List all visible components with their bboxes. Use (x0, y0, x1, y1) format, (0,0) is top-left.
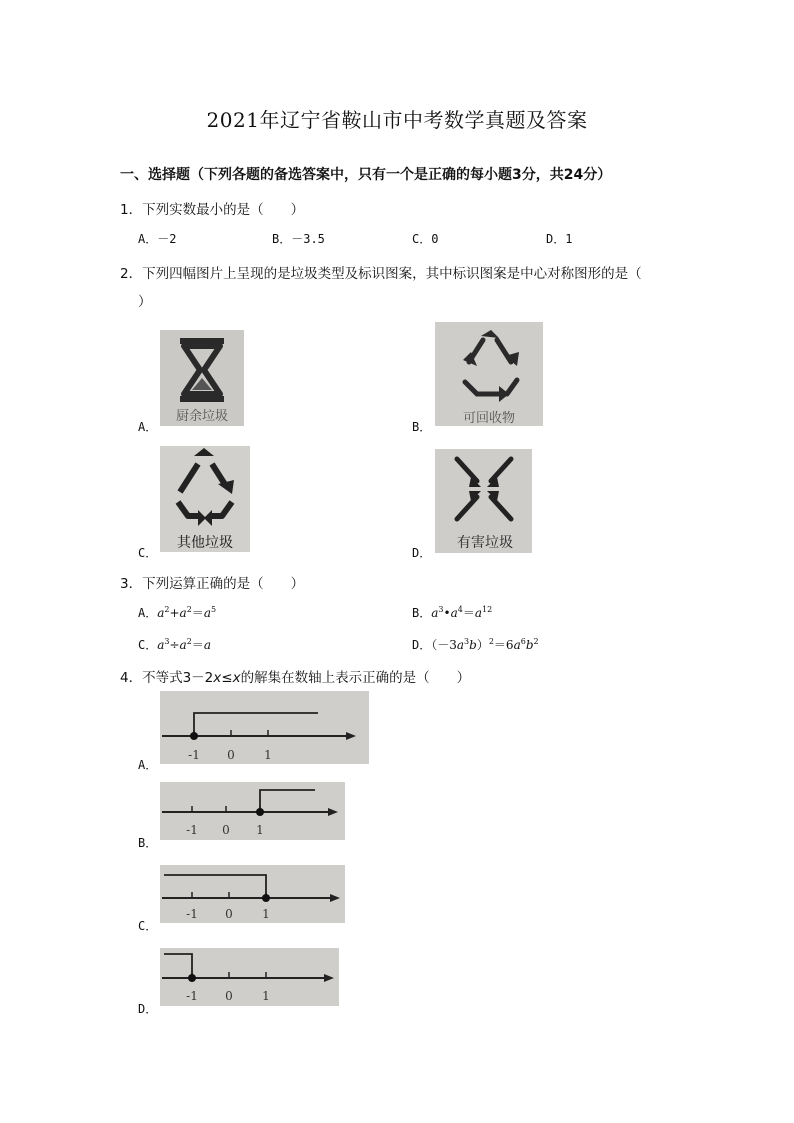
q2-option-b-image (435, 322, 543, 426)
q4-option-d-letter: D． (138, 1002, 158, 1016)
q1-option-b: B．－3.5 (272, 232, 325, 246)
q1-option-d: D．1 (546, 232, 573, 246)
q2-option-c-caption: 其他垃圾 (177, 535, 233, 551)
solid-point (188, 974, 196, 982)
triangle-arrows-icon (160, 446, 250, 552)
question-2-stem-line1: 2．下列四幅图片上呈现的是垃圾类型及标识图案，其中标识图案是中心对称图形的是（ (120, 266, 642, 282)
tick-label: -1 (186, 989, 198, 1003)
q4-option-b-image (160, 782, 345, 840)
q1-option-a: A．－2 (138, 232, 177, 246)
q2-option-a-letter: A． (138, 420, 158, 434)
page-title: 2021年辽宁省鞍山市中考数学真题及答案 (206, 108, 588, 132)
q3-option-d: D．$(-3a^3b)^2=6a^6b^2$ (412, 637, 539, 652)
tick-label: 0 (225, 907, 233, 921)
section-heading: 一、选择题（下列各题的备选答案中，只有一个是正确的每小题3分，共24分） (120, 167, 612, 183)
q1-option-c: C．0 (412, 232, 439, 246)
tick-label: 1 (262, 989, 270, 1003)
q2-option-d-letter: D． (412, 546, 432, 560)
number-line-a (160, 691, 369, 764)
q4-option-c-image (160, 865, 345, 923)
inward-arrows-icon (435, 449, 532, 553)
number-line-b (160, 782, 345, 840)
solid-point (190, 732, 198, 740)
q2-option-c-letter: C． (138, 546, 158, 560)
tick-label: -1 (188, 748, 200, 762)
tick-label: 0 (225, 989, 233, 1003)
q2-option-d-image (435, 449, 532, 553)
question-2-stem-line2: ） (138, 294, 152, 310)
q2-option-c-image (160, 446, 250, 552)
solid-point (256, 808, 264, 816)
q4-option-a-letter: A． (138, 758, 158, 772)
q2-option-d-caption: 有害垃圾 (457, 535, 513, 551)
q4-option-c-letter: C． (138, 919, 158, 933)
solid-point (262, 894, 270, 902)
question-1-stem: 1．下列实数最小的是（ ） (120, 202, 305, 218)
tick-label: -1 (186, 823, 198, 837)
tick-label: 0 (222, 823, 230, 837)
q4-option-d-image (160, 948, 339, 1006)
number-line-c (160, 865, 345, 923)
q2-option-a-image (160, 330, 244, 426)
tick-label: 1 (256, 823, 264, 837)
tick-label: 1 (264, 748, 272, 762)
tick-label: 1 (262, 907, 270, 921)
tick-label: -1 (186, 907, 198, 921)
q3-option-c: C．$a^3\div a^2=a$ (138, 637, 211, 652)
q2-option-a-caption: 厨余垃圾 (175, 409, 229, 424)
q2-option-b-letter: B． (412, 420, 432, 434)
q3-option-b: B．$a^3•a^4=a^{12}$ (412, 605, 493, 620)
question-4-stem: 4．不等式3－2x≤x的解集在数轴上表示正确的是（ ） (120, 670, 471, 686)
tick-label: 0 (227, 748, 235, 762)
question-3-stem: 3．下列运算正确的是（ ） (120, 576, 305, 592)
q3-option-a: A．$a^2+a^2=a^5$ (138, 605, 217, 620)
number-line-d (160, 948, 339, 1006)
hourglass-icon (160, 330, 244, 426)
recycle-icon (435, 322, 543, 426)
q2-option-b-caption: 可回收物 (462, 411, 516, 426)
q4-option-b-letter: B． (138, 836, 158, 850)
q4-option-a-image (160, 691, 369, 764)
